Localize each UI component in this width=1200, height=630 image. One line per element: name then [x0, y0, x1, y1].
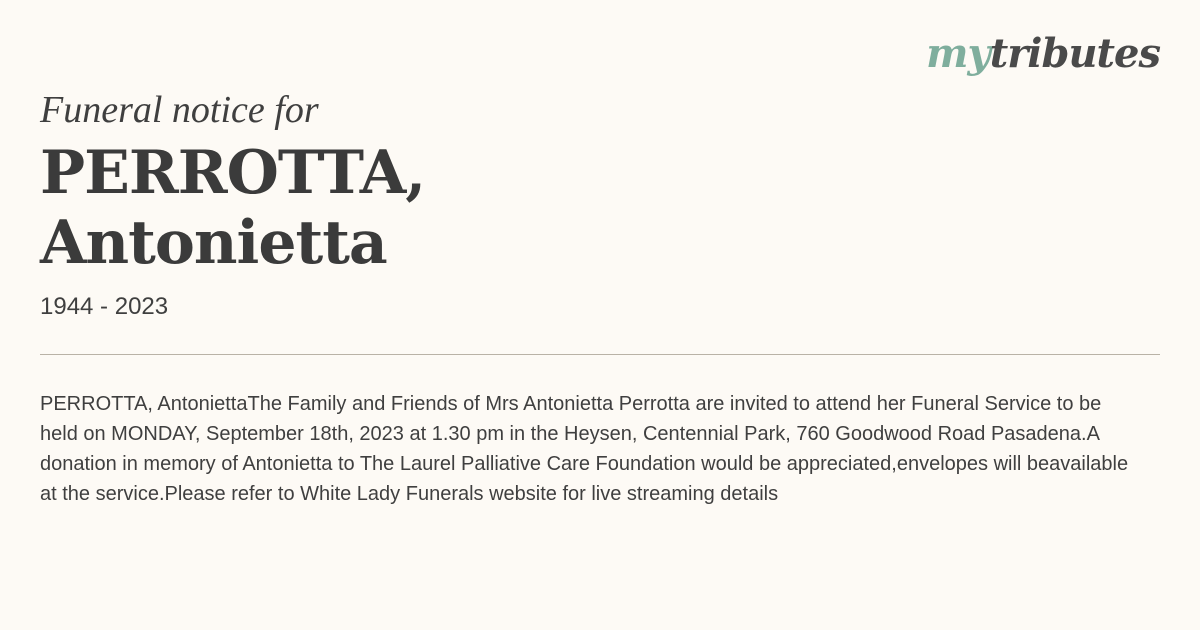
deceased-surname: PERROTTA, [40, 138, 426, 208]
divider [40, 354, 1160, 355]
deceased-given-name: Antonietta [40, 208, 387, 278]
notice-body: PERROTTA, AntoniettaThe Family and Friends of Mrs Antonietta Perrotta are invited to attend her Funeral Service to be held on MONDAY, September 18th, 2023 at 1.30 pm in the Heysen, Centennial Park, 760 Goodwood Road Pasadena.A donation in memory of Antonietta to The Laurel Palliative Care Foundation would be appreciated,envelopes will beavailable at the service.Please refer to White Lady Funerals website for live streaming details [40, 393, 1129, 505]
logo-my-text: my [926, 30, 990, 77]
notice-subtitle: Funeral notice for [40, 89, 319, 131]
deceased-name [40, 138, 425, 278]
logo-tributes-text: tributes [989, 30, 1160, 77]
life-years: 1944 - 2023 [40, 293, 169, 320]
mytributes-logo[interactable] [926, 30, 1160, 77]
